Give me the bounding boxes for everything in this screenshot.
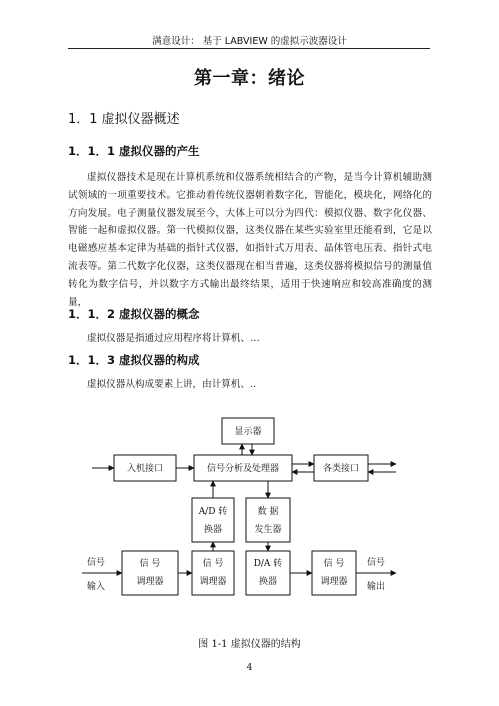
display-label: 显示器 [234,427,262,437]
page-header: 满意设计： 基于 LABVIEW 的虚拟示波器设计 [152,36,347,47]
signal-out-bottom: 输出 [366,582,386,592]
da-label-line1: D/A 转 [253,559,283,569]
conditioner-1-line1: 信 号 [139,559,161,569]
da-label-line2: 换器 [258,577,278,587]
input-port-label: 入机接口 [126,464,164,474]
signal-in-bottom: 输入 [86,582,106,592]
figure-caption: 图 1-1 虚拟仪器的结构 [198,639,301,650]
conditioner-3-box [312,551,356,595]
conditioner-1-line2: 调理器 [136,577,164,587]
ad-converter-box [192,498,234,542]
conditioner-1-box [122,551,178,595]
chapter-title: 第一章：绪论 [194,68,305,89]
generator-label-line1: 数 据 [257,507,279,517]
section-heading-1-1-2: 1．1．2 虚拟仪器的概念 [68,307,200,321]
page-number: 4 [246,663,253,673]
generator-label-line2: 发生器 [254,525,282,535]
paragraph-1-1-3: 虚拟仪器从构成要素上讲，由计算机、.. [87,379,257,390]
conditioner-2-line2: 调理器 [199,577,227,587]
signal-out-top: 信号 [366,558,386,568]
paragraph-1-1-2: 虚拟仪器是指通过应用程序将计算机、… [87,333,260,344]
conditioner-2-box [192,551,234,595]
ad-label-line2: 换器 [203,525,223,535]
conditioner-3-line1: 信 号 [323,559,345,569]
section-heading-1-1-3: 1．1．3 虚拟仪器的构成 [68,353,200,367]
section-heading-1-1-1: 1．1．1 虚拟仪器的产生 [68,144,200,158]
da-converter-box [246,551,290,595]
analyzer-label: 信号分析及处理器 [206,464,280,474]
ad-label-line1: A/D 转 [198,507,228,517]
conditioner-3-line2: 调理器 [320,577,348,587]
section-heading-1-1: 1．1 虚拟仪器概述 [68,112,180,127]
other-ports-label: 各类接口 [322,464,360,474]
data-generator-box [246,498,290,542]
conditioner-2-line1: 信 号 [202,559,224,569]
paragraph-text: 虚拟仪器技术是现在计算机系统和仪器系统相结合的产物，是当今计算机辅助测试领域的一项重要技术。它推动着传统仪器朝着数字化，智能化，模块化，网络化的方向发展。电子测量仪器发展至今，大体上可以分为四代：模拟仪器、数字化仪器、智能一起和虚拟仪器。第一代模拟仪器，这类仪器在某些实验室里还能看到，它是以电磁感应基本定律为基础的指针式仪器，如指针式万用表、晶体管电压表、指针式电流表等。第二代数字化仪器，这类仪器现在相当普遍，这类仪器将模拟信号的测量值转化为数字信号，并以数字方式输出最终结果，适用于快速响应和较高准确度的测量， [68,172,432,308]
signal-in-top: 信号 [86,558,106,568]
